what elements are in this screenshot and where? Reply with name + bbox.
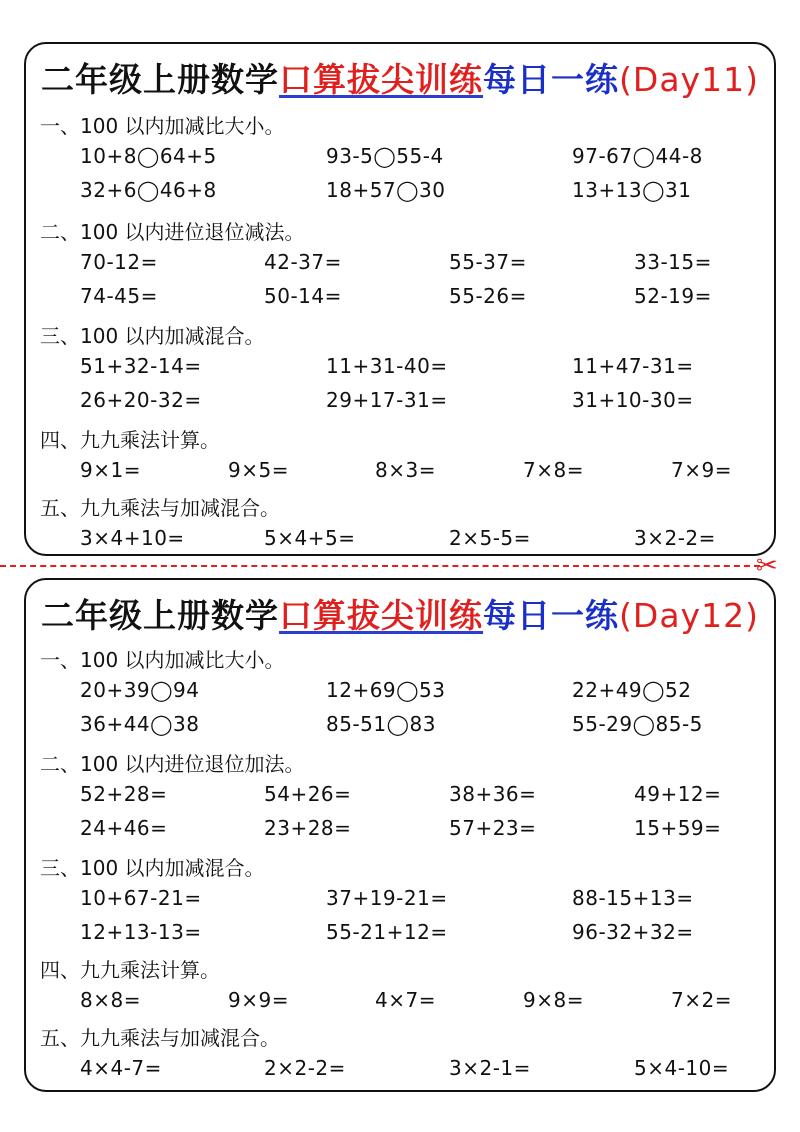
problem: 52+28=: [80, 782, 168, 806]
title-part-grade: 二年级上册数学: [41, 60, 280, 99]
problem: 5×4+5=: [264, 526, 356, 550]
problem: 36+44◯38: [80, 712, 200, 736]
problem: 4×7=: [375, 988, 436, 1012]
problem: 2×5-5=: [449, 526, 531, 550]
problem: 24+46=: [80, 816, 168, 840]
problem: 12+13-13=: [80, 920, 202, 944]
problem-row: [26, 250, 774, 280]
title-part-training: 口算拔尖训练: [279, 596, 484, 635]
problem: 51+32-14=: [80, 354, 202, 378]
problem-row: [26, 388, 774, 418]
section-heading: 二、100 以内进位退位减法。: [40, 220, 305, 244]
problem: 88-15+13=: [572, 886, 694, 910]
problem: 15+59=: [634, 816, 722, 840]
problem: 9×1=: [80, 458, 141, 482]
problem: 93-5◯55-4: [326, 144, 444, 168]
problem: 7×2=: [671, 988, 732, 1012]
problem: 7×9=: [671, 458, 732, 482]
problem: 54+26=: [264, 782, 352, 806]
problem: 97-67◯44-8: [572, 144, 703, 168]
problem: 12+69◯53: [326, 678, 446, 702]
problem: 7×8=: [523, 458, 584, 482]
problem: 10+67-21=: [80, 886, 202, 910]
title-part-daily: 每日一练: [483, 596, 620, 635]
title-part-daily: 每日一练: [483, 60, 620, 99]
problem: 32+6◯46+8: [80, 178, 217, 202]
problem: 22+49◯52: [572, 678, 692, 702]
problem: 9×5=: [228, 458, 289, 482]
problem-row: [26, 886, 774, 916]
title-part-day: (Day12): [619, 596, 759, 635]
cut-line: [0, 565, 760, 567]
problem: 4×4-7=: [80, 1056, 162, 1080]
problem-row: [26, 920, 774, 950]
problem: 20+39◯94: [80, 678, 200, 702]
problem: 3×2-1=: [449, 1056, 531, 1080]
title-part-training: 口算拔尖训练: [279, 60, 484, 99]
problem: 11+47-31=: [572, 354, 694, 378]
problem: 57+23=: [449, 816, 537, 840]
problem: 96-32+32=: [572, 920, 694, 944]
section-heading: 四、九九乘法计算。: [40, 428, 220, 452]
problem: 29+17-31=: [326, 388, 448, 412]
problem: 55-21+12=: [326, 920, 448, 944]
problem: 52-19=: [634, 284, 712, 308]
title-part-grade: 二年级上册数学: [41, 596, 280, 635]
problem: 50-14=: [264, 284, 342, 308]
problem: 3×4+10=: [80, 526, 185, 550]
problem-row: [26, 284, 774, 314]
section-heading: 四、九九乘法计算。: [40, 958, 220, 982]
problem: 13+13◯31: [572, 178, 692, 202]
section-heading: 五、九九乘法与加减混合。: [40, 1026, 280, 1050]
problem-row: [26, 458, 774, 488]
problem-row: [26, 178, 774, 208]
problem: 49+12=: [634, 782, 722, 806]
problem-row: [26, 526, 774, 556]
problem-row: [26, 144, 774, 174]
problem: 26+20-32=: [80, 388, 202, 412]
title-part-day: (Day11): [619, 60, 759, 99]
problem: 55-37=: [449, 250, 527, 274]
problem: 42-37=: [264, 250, 342, 274]
section-heading: 一、100 以内加减比大小。: [40, 648, 285, 672]
problem-row: [26, 678, 774, 708]
problem: 11+31-40=: [326, 354, 448, 378]
section-heading: 五、九九乘法与加减混合。: [40, 496, 280, 520]
section-heading: 三、100 以内加减混合。: [40, 324, 265, 348]
problem: 8×8=: [80, 988, 141, 1012]
worksheet-day11: [24, 42, 776, 556]
problem: 37+19-21=: [326, 886, 448, 910]
problem: 9×8=: [523, 988, 584, 1012]
problem: 85-51◯83: [326, 712, 436, 736]
problem: 5×4-10=: [634, 1056, 730, 1080]
problem-row: [26, 782, 774, 812]
section-heading: 二、100 以内进位退位加法。: [40, 752, 305, 776]
problem: 55-26=: [449, 284, 527, 308]
problem: 18+57◯30: [326, 178, 446, 202]
problem: 23+28=: [264, 816, 352, 840]
problem: 9×9=: [228, 988, 289, 1012]
problem-row: [26, 712, 774, 742]
problem-row: [26, 1056, 774, 1086]
section-heading: 三、100 以内加减混合。: [40, 856, 265, 880]
problem-row: [26, 816, 774, 846]
problem: 2×2-2=: [264, 1056, 346, 1080]
scissors-icon: ✂: [756, 551, 778, 581]
problem: 38+36=: [449, 782, 537, 806]
problem: 70-12=: [80, 250, 158, 274]
problem: 31+10-30=: [572, 388, 694, 412]
problem: 3×2-2=: [634, 526, 716, 550]
worksheet-title: [26, 590, 774, 637]
problem: 55-29◯85-5: [572, 712, 703, 736]
problem-row: [26, 988, 774, 1018]
problem: 8×3=: [375, 458, 436, 482]
section-heading: 一、100 以内加减比大小。: [40, 114, 285, 138]
problem-row: [26, 354, 774, 384]
problem: 74-45=: [80, 284, 158, 308]
worksheet-day12: [24, 578, 776, 1092]
problem: 33-15=: [634, 250, 712, 274]
problem: 10+8◯64+5: [80, 144, 217, 168]
worksheet-title: [26, 54, 774, 101]
